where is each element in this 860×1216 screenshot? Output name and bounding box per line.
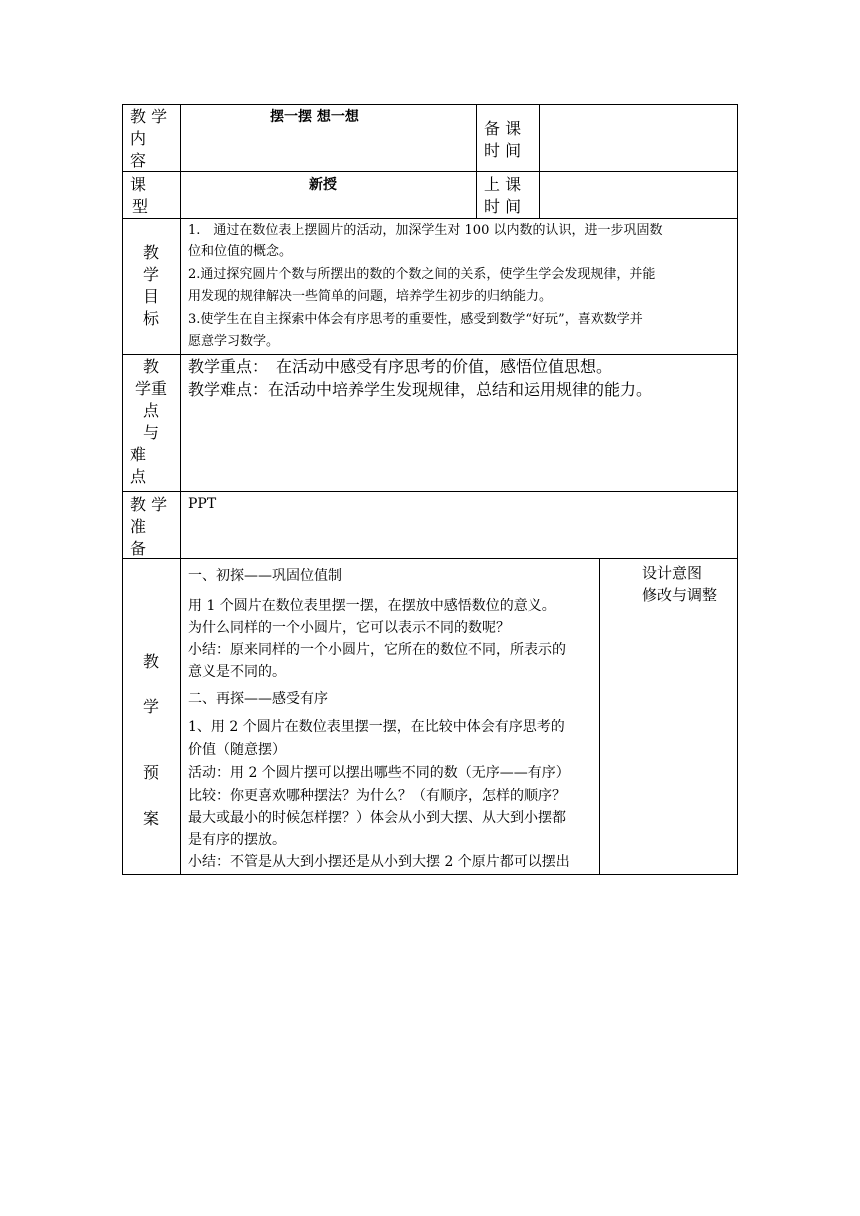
plan-line-2: 用 1 个圆片在数位表里摆一摆，在摆放中感悟数位的意义。 <box>188 598 556 614</box>
plan-line-3: 为什么同样的一个小圆片，它可以表示不同的数呢？ <box>188 620 510 636</box>
row-divider-4 <box>122 491 738 492</box>
plan-line-13: 小结：不管是从大到小摆还是从小到大摆 2 个原片都可以摆出 <box>188 854 570 870</box>
plan-label-3: 预 <box>143 763 160 782</box>
content-label: 教 学 内 容 <box>130 107 168 170</box>
plan-line-10: 比较：你更喜欢哪种摆法？为什么？（有顺序，怎样的顺序？ <box>188 788 566 804</box>
preparation-label: 教 学 准 备 <box>130 495 168 558</box>
plan-label-1: 教 <box>143 652 160 671</box>
class-time-label: 上 课 时 间 <box>484 175 522 216</box>
side-column-divider <box>599 558 600 875</box>
plan-line-9: 活动：用 2 个圆片摆可以摆出哪些不同的数（无序——有序） <box>188 765 570 781</box>
row-divider-3 <box>122 354 738 355</box>
time-label-left-divider <box>476 104 477 219</box>
plan-label-2: 学 <box>143 697 160 716</box>
key-points-label: 教 学重 点 与 难 点 <box>130 357 167 486</box>
plan-line-7: 1、用 2 个圆片在数位表里摆一摆，在比较中体会有序思考的 <box>188 719 565 735</box>
table-border-left <box>122 104 123 875</box>
objective-line-2: 位和位值的概念。 <box>188 244 293 259</box>
plan-line-11: 最大或最小的时候怎样摆？）体会从小到大摆、从大到小摆都 <box>188 810 566 826</box>
objective-line-4: 用发现的规律解决一些简单的问题，培养学生初步的归纳能力。 <box>188 289 553 304</box>
plan-line-1: 一、初探——巩固位值制 <box>188 568 342 584</box>
plan-line-6: 二、再探——感受有序 <box>188 691 328 707</box>
row-divider-5 <box>122 558 738 559</box>
lesson-type-label: 课 型 <box>130 175 149 216</box>
objective-line-6: 愿意学习数学。 <box>188 334 280 349</box>
lesson-type-value: 新授 <box>309 177 337 193</box>
lesson-title: 摆一摆 想一想 <box>270 109 359 125</box>
plan-line-4: 小结：原来同样的一个小圆片，它所在的数位不同，所表示的 <box>188 642 566 658</box>
preparation-value: PPT <box>188 496 217 512</box>
table-border-top <box>122 104 738 105</box>
table-border-right <box>737 104 738 875</box>
prep-time-label: 备 课 时 间 <box>484 119 522 160</box>
objective-line-5: 3.使学生在自主探索中体会有序思考的重要性，感受到数学“好玩”，喜欢数学并 <box>188 312 643 327</box>
row-divider-1 <box>122 171 738 172</box>
teaching-focus: 教学重点： 在活动中感受有序思考的价值，感悟位值思想。 <box>188 357 613 376</box>
objective-line-1: 1. 通过在数位表上摆圆片的活动，加深学生对 100 以内数的认识，进一步巩固数 <box>188 223 663 238</box>
objective-line-3: 2.通过探究圆片个数与所摆出的数的个数之间的关系，使学生学会发现规律，并能 <box>188 267 656 282</box>
side-column-header: 设计意图 修改与调整 <box>642 564 718 604</box>
row-divider-2 <box>122 218 738 219</box>
plan-line-5: 意义是不同的。 <box>188 664 286 680</box>
time-label-right-divider <box>539 104 540 219</box>
plan-line-12: 是有序的摆放。 <box>188 832 286 848</box>
table-border-bottom <box>122 874 738 875</box>
plan-label-4: 案 <box>143 809 160 828</box>
teaching-difficulty: 教学难点：在活动中培养学生发现规律，总结和运用规律的能力。 <box>188 380 653 399</box>
objectives-label: 教 学 目 标 <box>142 243 159 328</box>
plan-line-8: 价值（随意摆） <box>188 742 286 758</box>
label-column-divider <box>180 104 181 875</box>
